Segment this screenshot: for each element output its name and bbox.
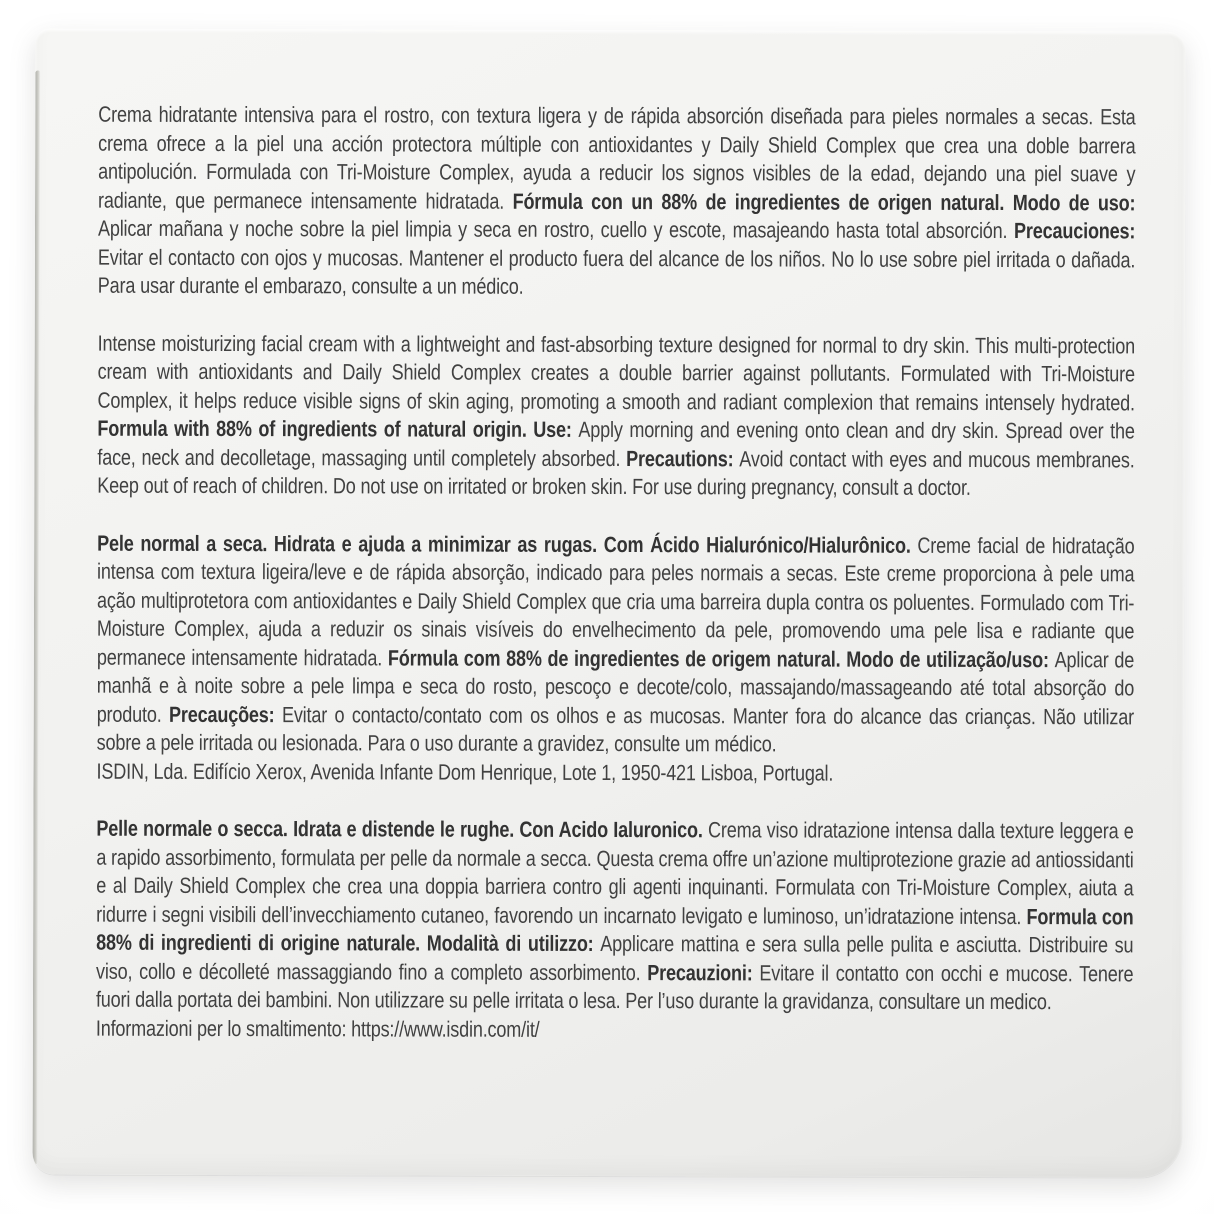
text-segment: Crema hidratante intensiva para el rostro, con textura ligera y de rápida absorción diseñada para pieles normales a secas. Esta crema ofrece a la piel una acción protectora múltiple con antioxidantes y Daily Shield Complex que crea una doble barrera antipolución. Formulada con Tri-Moisture Complex, ayuda a reducir los signos visibles de la edad, dejando una piel suave y radiante, que permanece intensamente hidratada. bbox=[98, 101, 1136, 214]
text-segment-bold: Pelle normale o secca. Idrata e distende le rughe. Con Acido Ialuronico. bbox=[96, 815, 709, 843]
text-segment: ISDIN, Lda. Edifício Xerox, Avenida Infante Dom Henrique, Lote 1, 1950-421 Lisboa, Portugal. bbox=[96, 758, 834, 786]
manufacturer-address-line bbox=[97, 757, 1134, 788]
text-segment: Apply morning and evening onto clean and dry skin. Spread over the face, neck and decolletage, massaging until completely absorbed. bbox=[97, 416, 1135, 471]
text-segment: Evitare il contatto con occhi e mucose. Tenere fuori dalla portata dei bambini. Non utilizzare su pelle irritata o lesa. Per l’uso durante la gravidanza, consultare un medico. bbox=[95, 959, 1134, 1015]
text-segment: Evitar el contacto con ojos y mucosas. Mantener el producto fuera del alcance de los niños. No lo use sobre piel irritada o dañada. Para usar durante el embarazo, consulte a un médico. bbox=[97, 244, 1136, 299]
text-segment: Avoid contact with eyes and mucous membranes. Keep out of reach of children. Do not use on irritated or broken skin. For use during pregnancy, consult a doctor. bbox=[97, 445, 1135, 500]
section-italian bbox=[96, 815, 1134, 1046]
text-segment: Applicare mattina e sera sulla pelle pulita e asciutta. Distribuire su viso, collo e décolleté massaggiando fino a completo assorbimento. bbox=[96, 930, 1134, 985]
paragraph-portuguese bbox=[97, 529, 1135, 760]
text-segment: Creme facial de hidratação intensa com textura ligeira/leve e de rápida absorção, indicado para peles normais a secas. Este creme proporciona à pele uma ação multiprotetora com antioxidantes e Daily Shield Complex que cria uma barreira dupla contra os poluentes. Formulado com Tri-Moisture Complex, ajuda a reduzir os sinais visíveis do envelhecimento da pele, promovendo uma pele lisa e radiante que permanece intensamente hidratada. bbox=[96, 532, 1135, 670]
paragraph-italian bbox=[96, 815, 1134, 1017]
label-text-area bbox=[96, 101, 1136, 1075]
text-segment: Aplicar mañana y noche sobre la piel limpia y seca en rostro, cuello y escote, masajeando hasta total absorción. bbox=[97, 215, 1015, 244]
text-segment-bold: Pele normal a seca. Hidrata e ajuda a minimizar as rugas. Com Ácido Hialurónico/Hialurônico. bbox=[97, 530, 918, 558]
disposal-info-line bbox=[96, 1014, 1133, 1045]
paragraph-spanish bbox=[98, 101, 1136, 303]
section-portuguese bbox=[97, 529, 1135, 788]
text-segment-bold: Precautions: bbox=[626, 445, 740, 471]
text-segment-bold: Formula with 88% of ingredients of natural origin. Use: bbox=[97, 415, 579, 442]
text-segment: Intense moisturizing facial cream with a lightweight and fast-absorbing texture designed for normal to dry skin. This multi-protection cream with antioxidants and Daily Shield Complex creates a double barrier against pollutants. Formulated with Tri-Moisture Complex, it helps reduce visible signs of skin aging, promoting a smooth and radiant complexion that remains intensely hydrated. bbox=[97, 330, 1136, 415]
box-left-edge bbox=[33, 70, 41, 1164]
text-segment-bold: Fórmula com 88% de ingredientes de origem natural. Modo de utilização/uso: bbox=[387, 644, 1055, 672]
text-segment-bold: Precauzioni: bbox=[647, 959, 760, 985]
text-segment-bold: Precauciones: bbox=[1014, 218, 1136, 244]
text-segment: Crema viso idratazione intensa dalla texture leggera e a rapido assorbimento, formulata per pelle da normale a secca. Questa crema offre un’azione multiprotezione grazie ad antiossidanti e al Daily Shield Complex che crea una doppia barriera contro gli agenti inquinanti. Formulata con Tri-Moisture Complex, aiuta a ridurre i segni visibili dell’invecchiamento cutaneo, favorendo un incarnato levigato e luminoso, un’idratazione intensa. bbox=[96, 817, 1134, 929]
text-segment: Informazioni per lo smaltimento: https://www.isdin.com/it/ bbox=[95, 1015, 540, 1042]
text-segment: Evitar o contacto/contato com os olhos e as mucosas. Manter fora do alcance das crianças. Não utilizar sobre a pele irritada ou lesionada. Para o uso durante a gravidez, consulte um médico. bbox=[96, 701, 1135, 757]
text-segment-bold: Fórmula con un 88% de ingredientes de origen natural. Modo de uso: bbox=[512, 188, 1136, 215]
paragraph-english bbox=[97, 329, 1135, 503]
text-segment-bold: Precauções: bbox=[169, 701, 283, 727]
text-segment-bold: Formula con 88% di ingredienti di origine naturale. Modalità di utilizzo: bbox=[96, 903, 1134, 956]
text-segment: Aplicar de manhã e à noite sobre a pele limpa e seca do rosto, pescoço e decote/colo, massajando/massageando até total absorção do produto. bbox=[96, 646, 1135, 727]
product-box-back-panel bbox=[33, 28, 1186, 1177]
